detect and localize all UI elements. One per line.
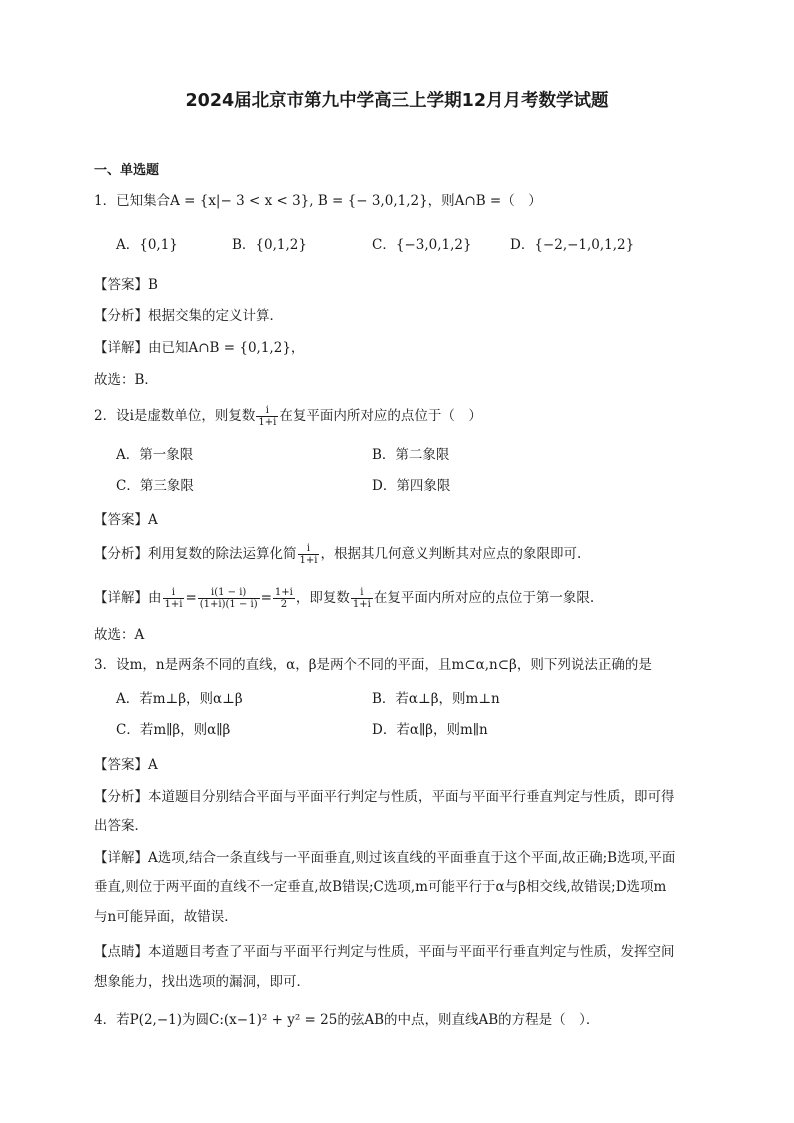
q2-stem (94, 405, 482, 428)
q3-detail-line-1: 【详解】A选项,结合一条直线与一平面垂直,则过该直线的平面垂直于这个平面,故正确;B选项,平面 (94, 850, 676, 866)
q1-choose: 故选：B． (94, 372, 158, 388)
q1-option-d: D．{−2,−1,0,1,2} (510, 237, 635, 253)
q3-detail-line-3: 与n可能异面，故错误． (94, 909, 238, 925)
q2-stem-pre: 2．设i是虚数单位，则复数 (94, 408, 256, 424)
q2-fraction: $\frac{i}{1+i}$ (258, 405, 277, 428)
q3-option-c: C．若m∥β，则α∥β (116, 722, 231, 738)
q1-option-b: B．{0,1,2} (232, 237, 307, 253)
q3-stem: 3．设m，n是两条不同的直线，α，β是两个不同的平面，且m⊂α,n⊂β，则下列说法正确的是 (94, 657, 652, 673)
q2-analysis: 【分析】利用复数的除法运算化简 $\frac{i}{1+i}$ ，根据其几何意义判断其对应点的象限即可. (94, 543, 582, 566)
q3-analysis-line-1: 【分析】本道题目分别结合平面与平面平行判定与性质，平面与平面平行垂直判定与性质，即可得 (94, 789, 675, 805)
q3-detail-line-2: 垂直,则位于两平面的直线不一定垂直,故B错误;C选项,m可能平行于α与β相交线,故错误;D选项m (94, 879, 667, 895)
q2-detail: 【详解】由 $\frac{i}{1+i}$ = $\frac{i(1 - i)}{(1+i)(1 - i)}$ = $\frac{1+i}{2}$ ，即复数 $\frac{i}{1+i}$ 在复平面内所对应的点位于第一象限. (94, 587, 595, 610)
q2-option-c: C．第三象限 (116, 478, 194, 494)
q2-stem-post: 在复平面内所对应的点位于（ ） (279, 408, 482, 424)
q2-option-d: D．第四象限 (372, 478, 451, 494)
q3-option-b: B．若α⊥β，则m⊥n (372, 691, 500, 707)
q1-option-a: A．{0,1} (116, 237, 178, 253)
section-heading: 一、单选题 (94, 163, 160, 178)
q3-answer: 【答案】A (94, 757, 158, 773)
q1-option-c: C．{−3,0,1,2} (372, 237, 472, 253)
q3-analysis-line-2: 出答案． (94, 818, 148, 834)
q2-answer: 【答案】A (94, 512, 158, 528)
q2-option-a: A．第一象限 (116, 447, 194, 463)
q1-stem: 1．已知集合A = {x|− 3 < x < 3}, B = {− 3,0,1,2}，则A∩B =（ ） (94, 193, 542, 209)
q3-option-d: D．若α∥β，则m∥n (372, 722, 488, 738)
q2-choose: 故选：A (94, 627, 145, 643)
page-title: 2024届北京市第九中学高三上学期12月月考数学试题 (185, 91, 609, 111)
q4-stem: 4．若P(2,−1)为圆C:(x−1)² + y² = 25的弦AB的中点，则直线AB的方程是（ ）． (94, 1012, 600, 1028)
q1-answer: 【答案】B (94, 277, 158, 293)
q2-option-b: B．第二象限 (372, 447, 450, 463)
q3-comment-line-1: 【点睛】本道题目考查了平面与平面平行判定与性质，平面与平面平行垂直判定与性质，发挥空间 (94, 944, 675, 960)
q1-detail: 【详解】由已知A∩B = {0,1,2}， (94, 340, 305, 356)
q2-analysis-fraction: $\frac{i}{1+i}$ (299, 543, 318, 566)
q3-option-a: A．若m⊥β，则α⊥β (116, 691, 243, 707)
q1-analysis: 【分析】根据交集的定义计算． (94, 308, 283, 324)
q3-comment-line-2: 想象能力，找出选项的漏洞，即可． (94, 974, 310, 990)
